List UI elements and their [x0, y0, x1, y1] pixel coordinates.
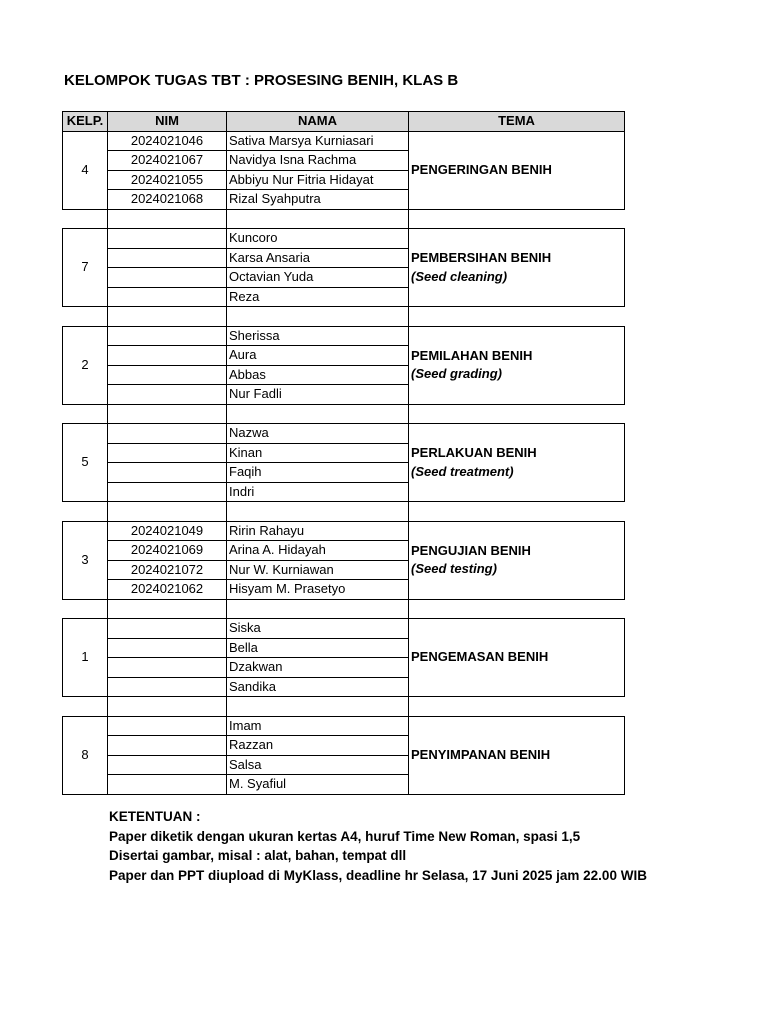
nim-cell: [108, 424, 227, 444]
nim-cell: [108, 326, 227, 346]
nama-cell: Karsa Ansaria: [227, 248, 409, 268]
tema-cell: [409, 229, 625, 307]
nama-cell: Arina A. Hidayah: [227, 541, 409, 561]
tema-cell: [409, 326, 625, 404]
nama-cell: Salsa: [227, 755, 409, 775]
group-table: [62, 111, 625, 795]
nim-cell: 2024021067: [108, 151, 227, 171]
group-number: 5: [63, 424, 108, 502]
nim-cell: [108, 346, 227, 366]
table-row: [63, 229, 625, 249]
nim-cell: [108, 268, 227, 288]
ketentuan-line: Disertai gambar, misal : alat, bahan, tempat dll: [109, 848, 407, 863]
nama-cell: Abbas: [227, 365, 409, 385]
nama-cell: Sandika: [227, 677, 409, 697]
tema-cell: [409, 521, 625, 599]
separator-cell: [409, 307, 625, 327]
nim-cell: [108, 736, 227, 756]
table-row: [63, 716, 625, 736]
group-separator-row: [63, 502, 625, 522]
nim-cell: 2024021069: [108, 541, 227, 561]
header-nama: NAMA: [227, 112, 409, 132]
separator-cell: [409, 209, 625, 229]
nim-cell: [108, 619, 227, 639]
nama-cell: Navidya Isna Rachma: [227, 151, 409, 171]
nim-cell: [108, 482, 227, 502]
tema-cell: [409, 619, 625, 697]
nama-cell: Dzakwan: [227, 658, 409, 678]
group-number: 1: [63, 619, 108, 697]
tema-english: (Seed testing): [411, 561, 497, 576]
nim-cell: 2024021072: [108, 560, 227, 580]
nama-cell: Abbiyu Nur Fitria Hidayat: [227, 170, 409, 190]
separator-cell: [63, 307, 108, 327]
nim-cell: [108, 638, 227, 658]
tema-english: (Seed grading): [411, 366, 503, 381]
nama-cell: M. Syafiul: [227, 775, 409, 795]
separator-cell: [108, 599, 227, 619]
nama-cell: Aura: [227, 346, 409, 366]
nim-cell: 2024021049: [108, 521, 227, 541]
table-row: [63, 131, 625, 151]
nama-cell: Razzan: [227, 736, 409, 756]
nim-cell: 2024021062: [108, 580, 227, 600]
group-separator-row: [63, 599, 625, 619]
nama-cell: Hisyam M. Prasetyo: [227, 580, 409, 600]
separator-cell: [63, 502, 108, 522]
nama-cell: Nazwa: [227, 424, 409, 444]
nim-cell: [108, 229, 227, 249]
nim-cell: [108, 463, 227, 483]
group-number: 8: [63, 716, 108, 794]
separator-cell: [227, 599, 409, 619]
table-row: [63, 326, 625, 346]
nama-cell: Rizal Syahputra: [227, 190, 409, 210]
nama-cell: Bella: [227, 638, 409, 658]
separator-cell: [63, 404, 108, 424]
tema-title: PENGUJIAN BENIH: [411, 542, 531, 558]
separator-cell: [409, 599, 625, 619]
header-kelp: KELP.: [63, 112, 108, 132]
separator-cell: [409, 697, 625, 717]
tema-cell: [409, 131, 625, 209]
nama-cell: Ririn Rahayu: [227, 521, 409, 541]
nim-cell: [108, 385, 227, 405]
nim-cell: [108, 287, 227, 307]
nim-cell: [108, 716, 227, 736]
table-row: [63, 424, 625, 444]
separator-cell: [227, 209, 409, 229]
group-separator-row: [63, 307, 625, 327]
table-row: [63, 619, 625, 639]
nama-cell: Nur Fadli: [227, 385, 409, 405]
nama-cell: Imam: [227, 716, 409, 736]
ketentuan-line: Paper diketik dengan ukuran kertas A4, huruf Time New Roman, spasi 1,5: [109, 828, 581, 844]
ketentuan-section: [109, 807, 647, 885]
document-title: KELOMPOK TUGAS TBT : PROSESING BENIH, KLAS B: [64, 72, 459, 89]
nim-cell: 2024021068: [108, 190, 227, 210]
tema-title: PENGEMASAN BENIH: [411, 649, 549, 665]
separator-cell: [63, 209, 108, 229]
header-tema: TEMA: [409, 112, 625, 132]
group-separator-row: [63, 209, 625, 229]
group-number: 3: [63, 521, 108, 599]
table-row: [63, 521, 625, 541]
group-separator-row: [63, 404, 625, 424]
separator-cell: [108, 697, 227, 717]
tema-title: PERLAKUAN BENIH: [411, 445, 537, 460]
tema-english: (Seed cleaning): [411, 268, 508, 284]
nama-cell: Kinan: [227, 443, 409, 463]
separator-cell: [227, 697, 409, 717]
tema-english: (Seed treatment): [411, 463, 514, 479]
nama-cell: Kuncoro: [227, 229, 409, 249]
nim-cell: [108, 755, 227, 775]
separator-cell: [63, 599, 108, 619]
nim-cell: [108, 248, 227, 268]
tema-title: PEMILAHAN BENIH: [411, 347, 533, 363]
nama-cell: Reza: [227, 287, 409, 307]
nim-cell: 2024021055: [108, 170, 227, 190]
nama-cell: Octavian Yuda: [227, 268, 409, 288]
group-separator-row: [63, 697, 625, 717]
tema-title: PEMBERSIHAN BENIH: [411, 250, 552, 265]
separator-cell: [63, 697, 108, 717]
separator-cell: [227, 307, 409, 327]
tema-title: PENYIMPANAN BENIH: [411, 746, 551, 762]
tema-cell: [409, 424, 625, 502]
nama-cell: Faqih: [227, 463, 409, 483]
nama-cell: Siska: [227, 619, 409, 639]
tema-title: PENGERINGAN BENIH: [411, 161, 552, 177]
separator-cell: [227, 502, 409, 522]
header-nim: NIM: [108, 112, 227, 132]
table-body: [63, 131, 625, 794]
separator-cell: [108, 209, 227, 229]
nama-cell: Indri: [227, 482, 409, 502]
separator-cell: [108, 502, 227, 522]
nim-cell: [108, 443, 227, 463]
ketentuan-heading: KETENTUAN :: [109, 809, 201, 824]
separator-cell: [409, 502, 625, 522]
nama-cell: Nur W. Kurniawan: [227, 560, 409, 580]
separator-cell: [409, 404, 625, 424]
nim-cell: [108, 365, 227, 385]
ketentuan-line: Paper dan PPT diupload di MyKlass, deadline hr Selasa, 17 Juni 2025 jam 22.00 WIB: [109, 867, 647, 883]
nim-cell: [108, 658, 227, 678]
group-number: 2: [63, 326, 108, 404]
table-header-row: [63, 112, 625, 132]
tema-cell: [409, 716, 625, 794]
separator-cell: [227, 404, 409, 424]
nim-cell: 2024021046: [108, 131, 227, 151]
group-number: 4: [63, 131, 108, 209]
nim-cell: [108, 677, 227, 697]
group-number: 7: [63, 229, 108, 307]
nim-cell: [108, 775, 227, 795]
nama-cell: Sherissa: [227, 326, 409, 346]
separator-cell: [108, 307, 227, 327]
nama-cell: Sativa Marsya Kurniasari: [227, 131, 409, 151]
separator-cell: [108, 404, 227, 424]
